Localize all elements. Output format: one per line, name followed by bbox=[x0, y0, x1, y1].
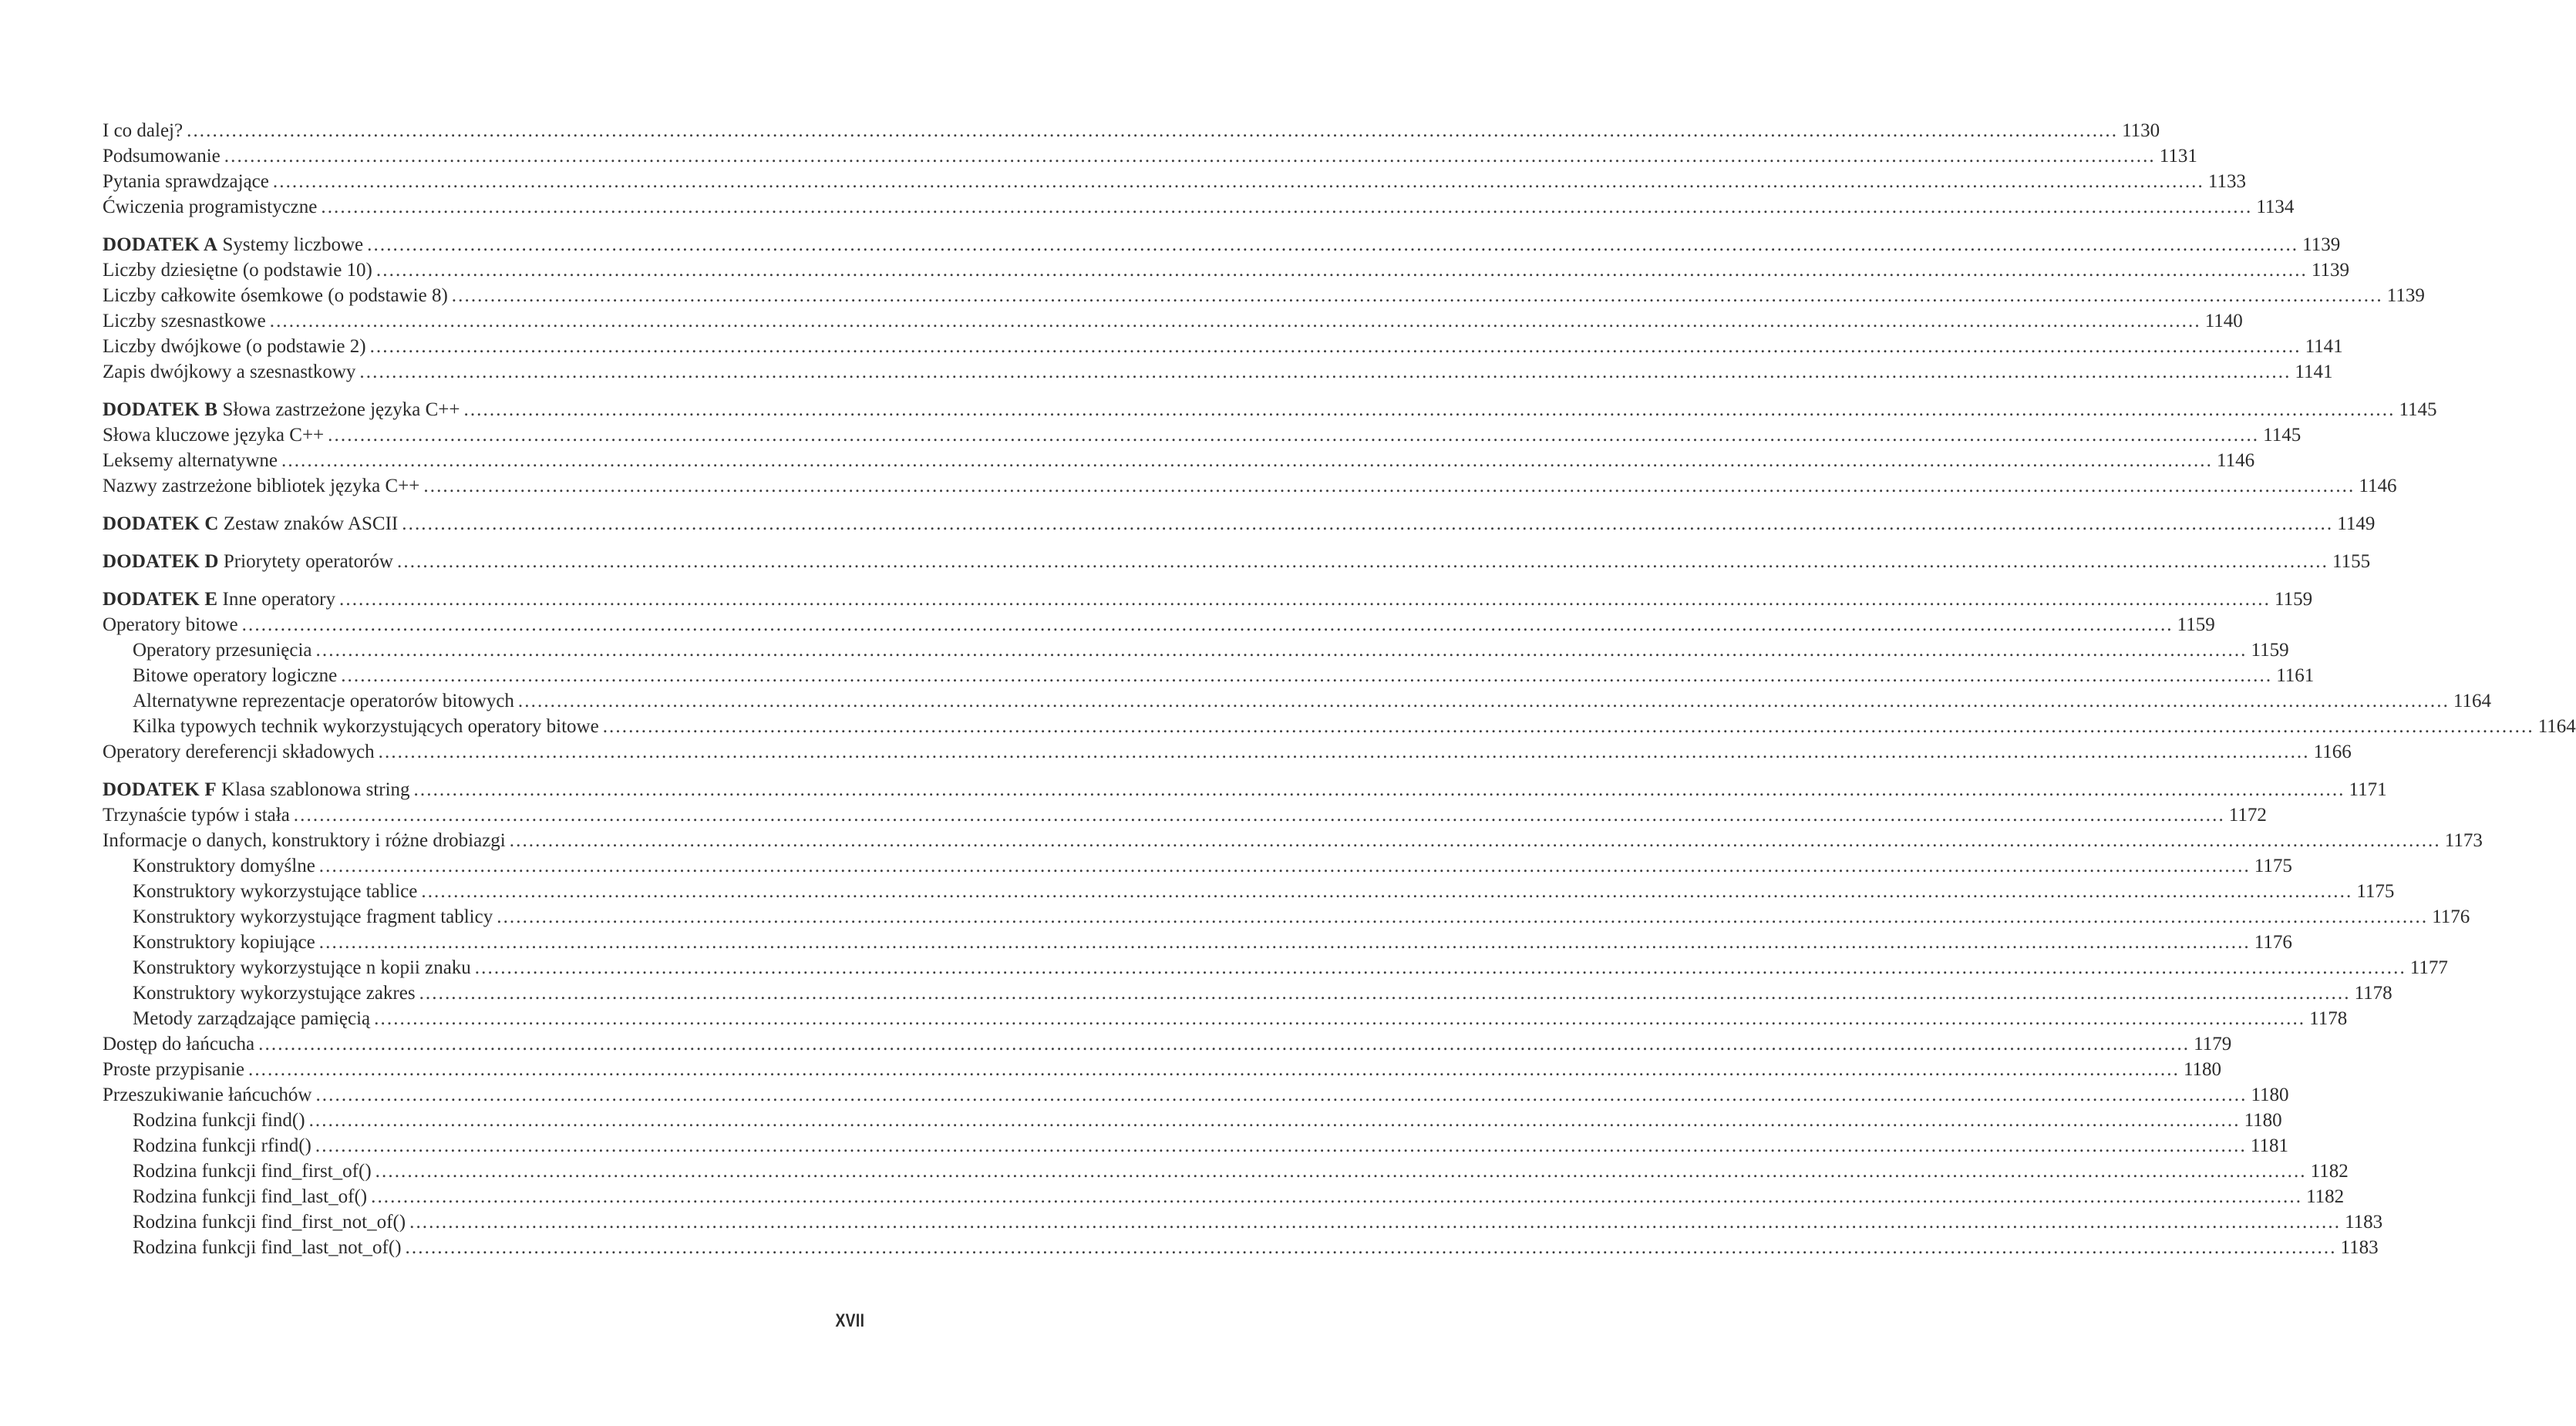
toc-entry bbox=[103, 194, 2295, 220]
dot-leader: ............................................................................................................................................................................................................................................................................................................ bbox=[224, 146, 2156, 166]
toc-subentry bbox=[103, 1235, 2379, 1260]
entry-title-text: Liczby szesnastkowe bbox=[103, 311, 266, 331]
dot-leader: ............................................................................................................................................................................................................................................................................................................ bbox=[339, 589, 2271, 610]
toc-page-number: 1179 bbox=[2194, 1034, 2232, 1054]
toc-subentry bbox=[103, 1184, 2345, 1209]
toc-page-number: 1176 bbox=[2432, 906, 2470, 927]
toc-entry-title bbox=[103, 511, 398, 536]
toc-entry bbox=[103, 612, 2215, 637]
toc-entry bbox=[103, 308, 2243, 334]
dot-leader: ............................................................................................................................................................................................................................................................................................................ bbox=[258, 1034, 2190, 1054]
toc-entry-title bbox=[103, 448, 278, 473]
toc-entry-title bbox=[103, 549, 393, 574]
dot-leader: ............................................................................................................................................................................................................................................................................................................ bbox=[247, 1059, 2180, 1080]
toc-entry-title bbox=[103, 1057, 244, 1082]
toc-page-number: 1172 bbox=[2228, 805, 2267, 826]
toc-page-number: 1145 bbox=[2399, 399, 2437, 420]
toc-entry-title bbox=[103, 257, 372, 283]
toc-entry-title bbox=[133, 637, 312, 663]
dot-leader: ............................................................................................................................................................................................................................................................................................................ bbox=[318, 856, 2251, 876]
entry-title-text: Rodzina funkcji find() bbox=[133, 1110, 305, 1131]
toc-subentry bbox=[103, 1159, 2349, 1184]
entry-title-text: Klasa szablonowa string bbox=[221, 779, 410, 800]
toc-page-number: 1180 bbox=[2183, 1059, 2222, 1080]
toc-subentry bbox=[103, 714, 2576, 739]
dot-leader: ............................................................................................................................................................................................................................................................................................................ bbox=[359, 362, 2291, 382]
entry-title-text: Zestaw znaków ASCII bbox=[223, 513, 399, 534]
dot-leader: ............................................................................................................................................................................................................................................................................................................ bbox=[509, 830, 2441, 851]
toc-entry-title bbox=[103, 828, 506, 853]
toc-entry-title bbox=[133, 663, 337, 688]
toc-appendix-entry bbox=[103, 587, 2313, 612]
toc-page-number: 1141 bbox=[2305, 336, 2343, 357]
toc-entry bbox=[103, 143, 2197, 169]
toc-subentry bbox=[103, 980, 2392, 1006]
entry-title-text: Rodzina funkcji find_first_not_of() bbox=[133, 1212, 406, 1233]
entry-title-text: Przeszukiwanie łańcuchów bbox=[103, 1085, 312, 1105]
toc-appendix-entry bbox=[103, 511, 2376, 536]
entry-title-text: Podsumowanie bbox=[103, 146, 221, 166]
toc-appendix-entry bbox=[103, 777, 2387, 802]
dot-leader: ............................................................................................................................................................................................................................................................................................................ bbox=[405, 1237, 2337, 1258]
toc-entry-title bbox=[103, 777, 410, 802]
toc-page-number: 1171 bbox=[2349, 779, 2387, 800]
entry-title-text: Konstruktory wykorzystujące n kopii znaku bbox=[133, 957, 471, 978]
dot-leader: ............................................................................................................................................................................................................................................................................................................ bbox=[375, 1161, 2307, 1182]
toc-page-number: 1175 bbox=[2254, 856, 2292, 876]
toc-entry bbox=[103, 422, 2302, 448]
toc-entry bbox=[103, 257, 2349, 283]
entry-title-text: Systemy liczbowe bbox=[222, 234, 364, 255]
toc-page-number: 1139 bbox=[2302, 234, 2341, 255]
toc-page-number: 1181 bbox=[2250, 1135, 2288, 1156]
toc-entry bbox=[103, 1057, 2222, 1082]
dot-leader: ............................................................................................................................................................................................................................................................................................................ bbox=[241, 614, 2174, 635]
toc-page-number: 1140 bbox=[2204, 311, 2243, 331]
toc-page-number: 1155 bbox=[2332, 551, 2371, 572]
entry-title-text: Konstruktory wykorzystujące tablice bbox=[133, 881, 418, 902]
entry-title-text: Dostęp do łańcucha bbox=[103, 1034, 255, 1054]
toc-subentry bbox=[103, 688, 2491, 714]
toc-page-number: 1182 bbox=[2306, 1186, 2345, 1207]
toc-subentry bbox=[103, 663, 2315, 688]
entry-title-text: Leksemy alternatywne bbox=[103, 450, 278, 471]
toc-entry-title bbox=[133, 955, 471, 980]
toc-page-number: 1183 bbox=[2340, 1237, 2379, 1258]
toc-entry bbox=[103, 1031, 2232, 1057]
toc-subentry bbox=[103, 904, 2470, 930]
toc-entry-title bbox=[103, 422, 324, 448]
toc-entry-title bbox=[133, 904, 493, 930]
toc-subentry bbox=[103, 1209, 2383, 1235]
dot-leader: ............................................................................................................................................................................................................................................................................................................ bbox=[281, 450, 2213, 471]
toc-subentry bbox=[103, 955, 2448, 980]
toc-entry-title bbox=[133, 1006, 370, 1031]
toc-page-number: 1176 bbox=[2254, 932, 2292, 953]
entry-title-text: Inne operatory bbox=[222, 589, 335, 610]
toc-page-number: 1141 bbox=[2295, 362, 2333, 382]
toc-entry-title bbox=[103, 1082, 311, 1108]
toc-appendix-entry bbox=[103, 397, 2437, 422]
dot-leader: ............................................................................................................................................................................................................................................................................................................ bbox=[409, 1212, 2342, 1233]
dot-leader: ............................................................................................................................................................................................................................................................................................................ bbox=[397, 551, 2329, 572]
appendix-label: DODATEK D bbox=[103, 551, 219, 572]
toc-subentry bbox=[103, 1006, 2348, 1031]
entry-title-text: I co dalej? bbox=[103, 120, 184, 141]
toc-entry bbox=[103, 169, 2246, 194]
dot-leader: ............................................................................................................................................................................................................................................................................................................ bbox=[269, 311, 2201, 331]
entry-title-text: Priorytety operatorów bbox=[223, 551, 393, 572]
appendix-label: DODATEK B bbox=[103, 399, 218, 420]
dot-leader: ............................................................................................................................................................................................................................................................................................................ bbox=[451, 285, 2383, 306]
entry-title-text: Operatory dereferencji składowych bbox=[103, 742, 375, 762]
toc-entry-title bbox=[103, 739, 375, 765]
toc-page-number: 1159 bbox=[2275, 589, 2313, 610]
toc-entry-title bbox=[103, 169, 269, 194]
table-of-contents bbox=[103, 118, 2576, 1260]
entry-title-text: Zapis dwójkowy a szesnastkowy bbox=[103, 362, 356, 382]
entry-title-text: Alternatywne reprezentacje operatorów bitowych bbox=[133, 691, 514, 711]
toc-entry-title bbox=[133, 930, 315, 955]
dot-leader: ............................................................................................................................................................................................................................................................................................................ bbox=[602, 716, 2534, 737]
toc-entry bbox=[103, 334, 2343, 359]
toc-appendix-entry bbox=[103, 549, 2371, 574]
dot-leader: ............................................................................................................................................................................................................................................................................................................ bbox=[474, 957, 2406, 978]
toc-entry-title bbox=[103, 359, 355, 385]
dot-leader: ............................................................................................................................................................................................................................................................................................................ bbox=[341, 665, 2273, 686]
toc-entry-title bbox=[103, 473, 419, 499]
toc-page-number: 1183 bbox=[2345, 1212, 2383, 1233]
toc-entry-title bbox=[103, 118, 183, 143]
toc-page-number: 1130 bbox=[2122, 120, 2160, 141]
entry-title-text: Konstruktory wykorzystujące zakres bbox=[133, 983, 416, 1004]
toc-entry bbox=[103, 448, 2255, 473]
entry-title-text: Liczby całkowite ósemkowe (o podstawie 8) bbox=[103, 285, 448, 306]
dot-leader: ............................................................................................................................................................................................................................................................................................................ bbox=[419, 983, 2351, 1004]
toc-entry-title bbox=[133, 1159, 372, 1184]
entry-title-text: Bitowe operatory logiczne bbox=[133, 665, 338, 686]
toc-subentry bbox=[103, 930, 2292, 955]
dot-leader: ............................................................................................................................................................................................................................................................................................................ bbox=[367, 234, 2299, 255]
entry-title-text: Konstruktory wykorzystujące fragment tablicy bbox=[133, 906, 493, 927]
entry-title-text: Konstruktory kopiujące bbox=[133, 932, 315, 953]
toc-page-number: 1146 bbox=[2217, 450, 2255, 471]
toc-entry-title bbox=[103, 232, 363, 257]
entry-title-text: Trzynaście typów i stała bbox=[103, 805, 290, 826]
toc-entry bbox=[103, 802, 2267, 828]
toc-page-number: 1182 bbox=[2310, 1161, 2349, 1182]
toc-appendix-entry bbox=[103, 232, 2341, 257]
entry-title-text: Rodzina funkcji find_last_of() bbox=[133, 1186, 368, 1207]
entry-title-text: Rodzina funkcji find_first_of() bbox=[133, 1161, 372, 1182]
toc-entry-title bbox=[103, 397, 460, 422]
dot-leader: ............................................................................................................................................................................................................................................................................................................ bbox=[315, 1135, 2247, 1156]
toc-entry bbox=[103, 739, 2352, 765]
entry-title-text: Konstruktory domyślne bbox=[133, 856, 315, 876]
toc-entry-title bbox=[103, 612, 238, 637]
toc-page-number: 1164 bbox=[2537, 716, 2576, 737]
entry-title-text: Kilka typowych technik wykorzystujących operatory bitowe bbox=[133, 716, 599, 737]
toc-subentry bbox=[103, 1133, 2288, 1159]
dot-leader: ............................................................................................................................................................................................................................................................................................................ bbox=[187, 120, 2119, 141]
dot-leader: ............................................................................................................................................................................................................................................................................................................ bbox=[402, 513, 2334, 534]
toc-entry-title bbox=[133, 1235, 402, 1260]
toc-entry-title bbox=[133, 714, 599, 739]
dot-leader: ............................................................................................................................................................................................................................................................................................................ bbox=[369, 336, 2302, 357]
toc-page-number: 1161 bbox=[2276, 665, 2315, 686]
toc-page-number: 1166 bbox=[2313, 742, 2352, 762]
entry-title-text: Rodzina funkcji find_last_not_of() bbox=[133, 1237, 402, 1258]
toc-subentry bbox=[103, 879, 2395, 904]
toc-subentry bbox=[103, 853, 2292, 879]
dot-leader: ............................................................................................................................................................................................................................................................................................................ bbox=[318, 932, 2251, 953]
toc-entry-title bbox=[133, 1108, 305, 1133]
dot-leader: ............................................................................................................................................................................................................................................................................................................ bbox=[321, 197, 2253, 217]
toc-page-number: 1177 bbox=[2409, 957, 2448, 978]
toc-page-number: 1146 bbox=[2359, 476, 2397, 496]
appendix-label: DODATEK F bbox=[103, 779, 217, 800]
toc-subentry bbox=[103, 637, 2289, 663]
dot-leader: ............................................................................................................................................................................................................................................................................................................ bbox=[315, 1085, 2248, 1105]
dot-leader: ............................................................................................................................................................................................................................................................................................................ bbox=[308, 1110, 2241, 1131]
toc-entry-title bbox=[103, 308, 266, 334]
toc-entry-title bbox=[103, 802, 290, 828]
toc-entry-title bbox=[103, 194, 317, 220]
entry-title-text: Nazwy zastrzeżone bibliotek języka C++ bbox=[103, 476, 420, 496]
toc-entry-title bbox=[133, 1133, 311, 1159]
toc-page-number: 1139 bbox=[2311, 260, 2349, 281]
toc-entry-title bbox=[103, 1031, 254, 1057]
entry-title-text: Ćwiczenia programistyczne bbox=[103, 197, 318, 217]
dot-leader: ............................................................................................................................................................................................................................................................................................................ bbox=[413, 779, 2345, 800]
dot-leader: ............................................................................................................................................................................................................................................................................................................ bbox=[328, 425, 2260, 446]
entry-title-text: Informacje o danych, konstruktory i różne drobiazgi bbox=[103, 830, 506, 851]
toc-entry-title bbox=[133, 1209, 406, 1235]
toc-entry bbox=[103, 1082, 2289, 1108]
entry-title-text: Słowa kluczowe języka C++ bbox=[103, 425, 325, 446]
entry-title-text: Rodzina funkcji rfind() bbox=[133, 1135, 311, 1156]
toc-entry bbox=[103, 283, 2425, 308]
toc-page-number: 1178 bbox=[2309, 1008, 2348, 1029]
dot-leader: ............................................................................................................................................................................................................................................................................................................ bbox=[423, 476, 2355, 496]
entry-title-text: Operatory bitowe bbox=[103, 614, 238, 635]
entry-title-text: Liczby dwójkowe (o podstawie 2) bbox=[103, 336, 366, 357]
dot-leader: ............................................................................................................................................................................................................................................................................................................ bbox=[517, 691, 2450, 711]
toc-entry bbox=[103, 359, 2333, 385]
toc-page-number: 1173 bbox=[2444, 830, 2483, 851]
toc-page-number: 1131 bbox=[2159, 146, 2197, 166]
entry-title-text: Proste przypisanie bbox=[103, 1059, 244, 1080]
dot-leader: ............................................................................................................................................................................................................................................................................................................ bbox=[375, 260, 2308, 281]
toc-subentry bbox=[103, 1108, 2282, 1133]
dot-leader: ............................................................................................................................................................................................................................................................................................................ bbox=[293, 805, 2225, 826]
toc-entry bbox=[103, 828, 2483, 853]
appendix-label: DODATEK E bbox=[103, 589, 218, 610]
toc-page-number: 1149 bbox=[2337, 513, 2376, 534]
toc-entry-title bbox=[133, 980, 416, 1006]
toc-page-number: 1180 bbox=[2251, 1085, 2289, 1105]
dot-leader: ............................................................................................................................................................................................................................................................................................................ bbox=[497, 906, 2429, 927]
toc-page-number: 1159 bbox=[2251, 640, 2289, 661]
dot-leader: ............................................................................................................................................................................................................................................................................................................ bbox=[374, 1008, 2306, 1029]
dot-leader: ............................................................................................................................................................................................................................................................................................................ bbox=[315, 640, 2248, 661]
dot-leader: ............................................................................................................................................................................................................................................................................................................ bbox=[371, 1186, 2303, 1207]
toc-entry-title bbox=[103, 334, 366, 359]
toc-entry-title bbox=[133, 879, 417, 904]
entry-title-text: Metody zarządzające pamięcią bbox=[133, 1008, 371, 1029]
toc-page-number: 1145 bbox=[2263, 425, 2302, 446]
appendix-label: DODATEK C bbox=[103, 513, 219, 534]
toc-page-number: 1175 bbox=[2356, 881, 2395, 902]
dot-leader: ............................................................................................................................................................................................................................................................................................................ bbox=[272, 171, 2204, 192]
toc-entry bbox=[103, 473, 2397, 499]
toc-page-number: 1134 bbox=[2256, 197, 2295, 217]
toc-entry-title bbox=[133, 1184, 367, 1209]
toc-page-number: 1178 bbox=[2354, 983, 2392, 1004]
dot-leader: ............................................................................................................................................................................................................................................................................................................ bbox=[378, 742, 2310, 762]
entry-title-text: Operatory przesunięcia bbox=[133, 640, 312, 661]
dot-leader: ............................................................................................................................................................................................................................................................................................................ bbox=[421, 881, 2353, 902]
entry-title-text: Pytania sprawdzające bbox=[103, 171, 269, 192]
toc-page-number: 1159 bbox=[2177, 614, 2215, 635]
entry-title-text: Liczby dziesiętne (o podstawie 10) bbox=[103, 260, 372, 281]
toc-entry-title bbox=[133, 853, 315, 879]
toc-entry-title bbox=[103, 143, 221, 169]
page-number: XVII bbox=[835, 1310, 864, 1331]
toc-page-number: 1133 bbox=[2207, 171, 2246, 192]
toc-page-number: 1164 bbox=[2453, 691, 2491, 711]
entry-title-text: Słowa zastrzeżone języka C++ bbox=[222, 399, 460, 420]
toc-entry-title bbox=[103, 587, 335, 612]
toc-entry-title bbox=[103, 283, 448, 308]
toc-entry-title bbox=[133, 688, 514, 714]
dot-leader: ............................................................................................................................................................................................................................................................................................................ bbox=[463, 399, 2396, 420]
appendix-label: DODATEK A bbox=[103, 234, 218, 255]
toc-page-number: 1180 bbox=[2244, 1110, 2282, 1131]
toc-entry bbox=[103, 118, 2160, 143]
toc-page-number: 1139 bbox=[2386, 285, 2425, 306]
